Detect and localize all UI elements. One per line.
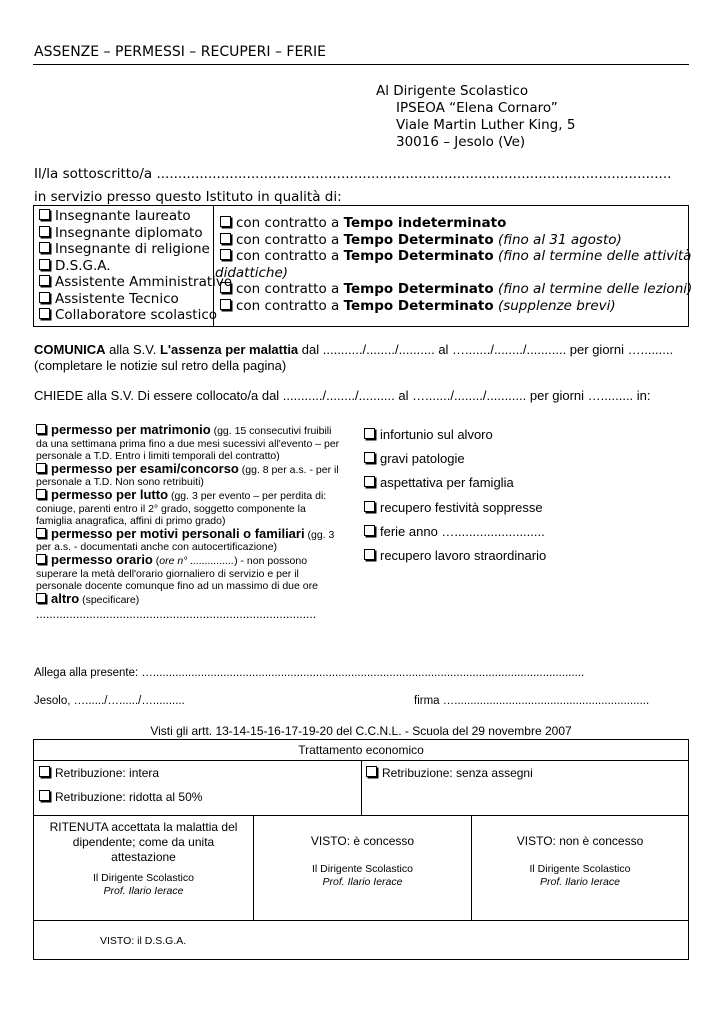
checkbox-icon[interactable] (36, 489, 46, 499)
checkbox-icon[interactable] (39, 292, 50, 303)
retribuzione-senza-option[interactable]: Retribuzione: senza assegni (366, 766, 533, 780)
comunica-section: COMUNICA alla S.V. L'assenza per malattia dal .........../......../.......... al …......./......../........... per giorni …......... (completare le notizie sul retro della pagina) (34, 342, 674, 373)
visti-line: Visti gli artt. 13-14-15-16-17-19-20 del C.C.N.L. - Scuola del 29 novembre 2007 (150, 724, 572, 738)
address-line: 30016 – Jesolo (Ve) (396, 134, 526, 150)
checkbox-icon[interactable] (36, 463, 46, 473)
altro-field[interactable]: .................................................................................... (36, 607, 317, 622)
checkbox-icon[interactable] (39, 275, 50, 286)
permesso-option[interactable]: permesso orario (ore n° ...............) - non possono (36, 554, 366, 568)
qualifica-option[interactable]: Insegnante diplomato (39, 225, 213, 242)
checkbox-icon[interactable] (36, 424, 46, 434)
retribuzione-intera-option[interactable]: Retribuzione: intera (39, 766, 159, 780)
contratto-list (215, 206, 693, 326)
recipient-address (376, 83, 575, 151)
checkbox-icon[interactable] (364, 452, 375, 463)
checkbox-icon[interactable] (364, 549, 375, 560)
permesso-option[interactable]: altro (specificare) (36, 593, 366, 607)
ritenuta-cell: RITENUTA accettata la malattia del dipendente; come da unita attestazione Il Dirigente Scolastico Prof. Ilario Ierace (49, 820, 238, 897)
ufficio-table (33, 739, 689, 960)
sottoscritto-field[interactable]: Il/la sottoscritto/a ........................................................................................................................ (34, 166, 672, 182)
permesso-option[interactable]: aspettativa per famiglia (364, 471, 546, 495)
qualifica-option[interactable]: Insegnante laureato (39, 208, 213, 225)
checkbox-icon[interactable] (39, 209, 50, 220)
checkbox-icon[interactable] (220, 282, 231, 293)
permesso-option[interactable]: infortunio sul alvoro (364, 423, 546, 447)
permesso-option[interactable]: gravi patologie (364, 447, 546, 471)
checkbox-icon[interactable] (39, 308, 50, 319)
contratto-option-cont: didattiche) (215, 264, 289, 281)
checkbox-icon[interactable] (36, 528, 46, 538)
checkbox-icon[interactable] (39, 259, 50, 270)
address-line: Al Dirigente Scolastico (376, 83, 529, 99)
qualifica-option[interactable]: Insegnante di religione (39, 241, 213, 258)
contratto-option[interactable]: con contratto a Tempo Determinato (supplenze brevi) (220, 298, 688, 315)
checkbox-icon[interactable] (39, 766, 50, 777)
contratto-option[interactable]: con contratto a Tempo Determinato (fino al termine delle attività (220, 248, 688, 265)
qualifica-list (34, 206, 233, 326)
permesso-option[interactable]: permesso per matrimonio (gg. 15 consecutivi fruibili (36, 424, 366, 438)
chiede-line: CHIEDE alla S.V. Di essere collocato/a dal .........../......../.......... al …......./......../........... per giorni …......... in: (34, 388, 651, 403)
servizio-label: in servizio presso questo Istituto in qualità di: (34, 189, 342, 205)
checkbox-icon[interactable] (39, 790, 50, 801)
address-line: IPSEOA “Elena Cornaro” (396, 100, 558, 116)
permesso-option[interactable]: recupero festività soppresse (364, 496, 546, 520)
allega-field[interactable]: Allega alla presente: …....................................................................................................................................... (34, 667, 585, 679)
visto-non-concesso-cell: VISTO: non è concesso Il Dirigente Scolastico Prof. Ilario Ierace (516, 834, 644, 888)
checkbox-icon[interactable] (220, 299, 231, 310)
contratto-option[interactable]: con contratto a Tempo Determinato (fino al 31 agosto) (220, 232, 688, 249)
checkbox-icon[interactable] (36, 593, 46, 603)
permessi-list: permesso per matrimonio (gg. 15 consecutivi fruibili da una settimana prima fino a due mesi sucessivi all'evento – per personale a T.D. Entro i limiti temporali del contratto) permesso per esami/concorso (gg. 8 per a.s. - per il personale a T.D. Non sono retribuiti) permesso per lutto (gg. 3 per evento – per perdita di: coniuge, parenti entro il 2° grado, soggetto componente la famiglia anagrafica, affini di primo grado) permesso per motivi personali o familiari (gg. 3 per a.s. - documentati anche con autocertificazione) permesso orario (ore n° ...............) - non possono superare la metà dell'orario giornaliero di servizio e per il personale docente comunque fino ad un massimo di due ore altro (specificare) .................................................................................... (36, 424, 366, 621)
checkbox-icon[interactable] (220, 249, 231, 260)
checkbox-icon[interactable] (364, 501, 375, 512)
checkbox-icon[interactable] (36, 554, 46, 564)
checkbox-icon[interactable] (364, 476, 375, 487)
title-rule (33, 64, 689, 65)
permesso-option[interactable]: permesso per lutto (gg. 3 per evento – per perdita di: (36, 489, 366, 503)
checkbox-icon[interactable] (39, 226, 50, 237)
permesso-option[interactable]: permesso per motivi personali o familiari (gg. 3 (36, 528, 366, 542)
checkbox-icon[interactable] (364, 428, 375, 439)
page-title: ASSENZE – PERMESSI – RECUPERI – FERIE (34, 44, 326, 60)
trattamento-header: Trattamento economico (298, 743, 424, 757)
date-field[interactable]: Jesolo, …....../…....../….......... (34, 695, 185, 707)
address-line: Viale Martin Luther King, 5 (396, 117, 576, 133)
visto-concesso-cell: VISTO: è concesso Il Dirigente Scolastico Prof. Ilario Ierace (310, 834, 415, 888)
checkbox-icon[interactable] (220, 233, 231, 244)
visto-dsga-label: VISTO: il D.S.G.A. (100, 935, 187, 947)
contratto-option[interactable]: con contratto a Tempo Determinato (fino al termine delle lezioni) (220, 281, 688, 298)
permesso-option[interactable]: recupero lavoro straordinario (364, 544, 546, 568)
qualifica-option[interactable]: Assistente Amministrativo (39, 274, 213, 291)
qualifica-option[interactable]: D.S.G.A. (39, 258, 213, 275)
retribuzione-ridotta-option[interactable]: Retribuzione: ridotta al 50% (39, 790, 202, 804)
qualifica-option[interactable]: Assistente Tecnico (39, 291, 213, 308)
permesso-option[interactable]: ferie anno …......................... (364, 520, 546, 544)
qualifica-option[interactable]: Collaboratore scolastico (39, 307, 213, 324)
permesso-option[interactable]: permesso per esami/concorso (gg. 8 per a.s. - per il (36, 463, 366, 477)
contratto-option[interactable]: con contratto a Tempo indeterminato (220, 215, 688, 232)
firma-field[interactable]: firma …............................................................. (414, 695, 650, 707)
checkbox-icon[interactable] (39, 242, 50, 253)
checkbox-icon[interactable] (366, 766, 377, 777)
checkbox-icon[interactable] (220, 216, 231, 227)
permessi-right-list (364, 423, 546, 568)
checkbox-icon[interactable] (364, 525, 375, 536)
qualifica-table (33, 205, 693, 327)
